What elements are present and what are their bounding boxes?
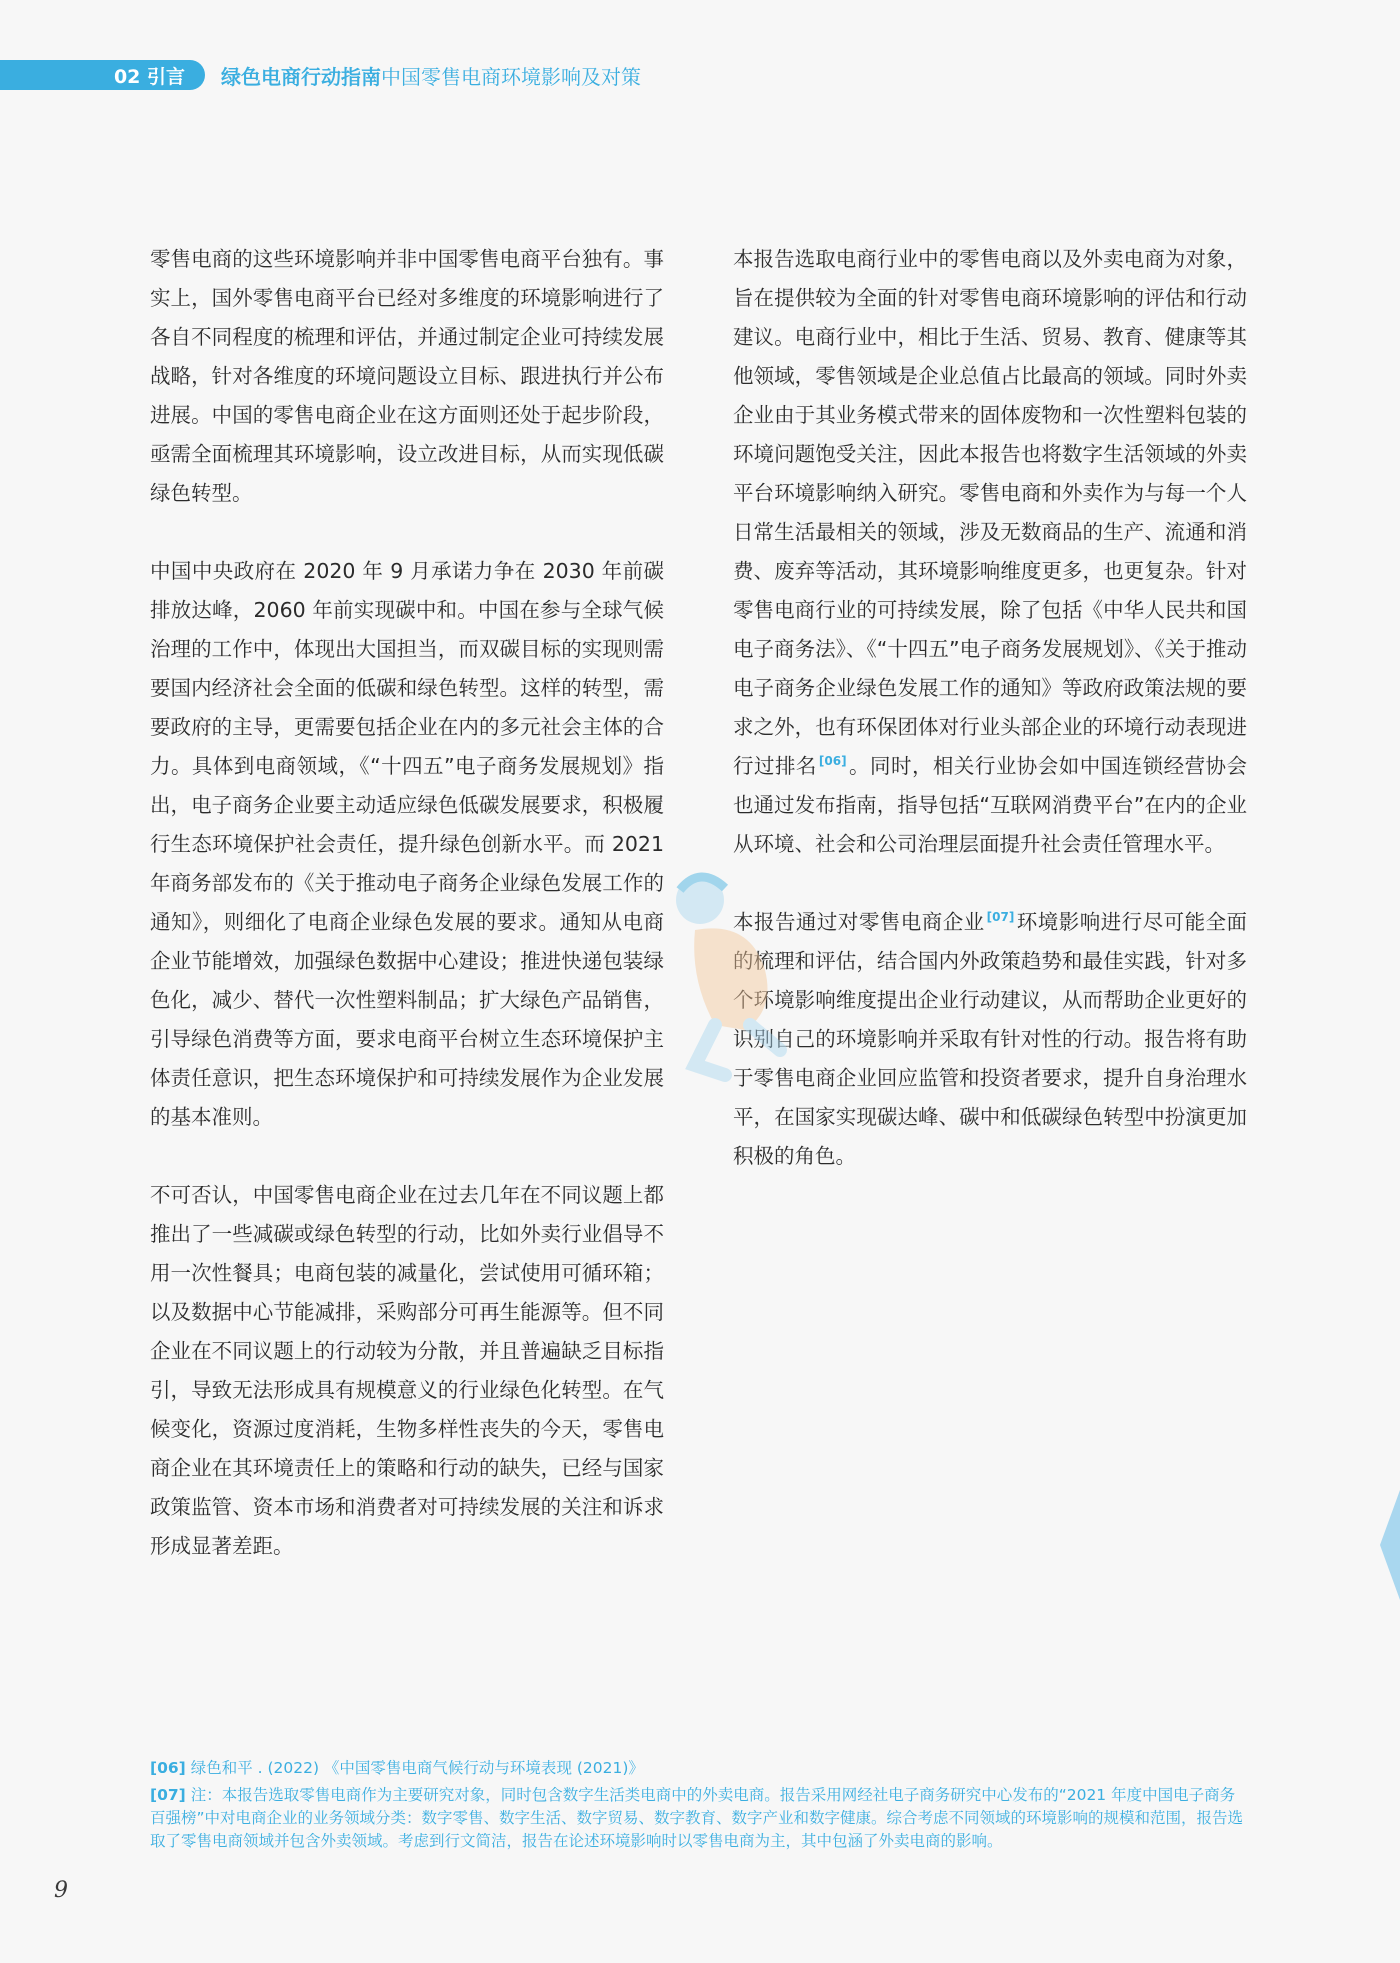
left-column <box>150 240 664 1605</box>
footnote-06 <box>150 1757 1250 1780</box>
paragraph: 零售电商的这些环境影响并非中国零售电商平台独有。事实上，国外零售电商平台已经对多维度的环境影响进行了各自不同程度的梳理和评估，并通过制定企业可持续发展战略，针对各维度的环境问题设立目标、跟进执行并公布进展。中国的零售电商企业在这方面则还处于起步阶段，亟需全面梳理其环境影响，设立改进目标，从而实现低碳绿色转型。 <box>150 247 664 505</box>
running-title-bold: 绿色电商行动指南 <box>221 64 381 89</box>
paragraph: 不可否认，中国零售电商企业在过去几年在不同议题上都推出了一些减碳或绿色转型的行动，比如外卖行业倡导不用一次性餐具；电商包装的减量化，尝试使用可循环箱；以及数据中心节能减排，采购部分可再生能源等。但不同企业在不同议题上的行动较为分散，并且普遍缺乏目标指引，导致无法形成具有规模意义的行业绿色化转型。在气候变化，资源过度消耗，生物多样性丧失的今天，零售电商企业在其环境责任上的策略和行动的缺失，已经与国家政策监管、资本市场和消费者对可持续发展的关注和诉求形成显著差距。 <box>150 1183 664 1558</box>
footnote-07 <box>150 1784 1250 1853</box>
paragraph-text: 本报告选取电商行业中的零售电商以及外卖电商为对象，旨在提供较为全面的针对零售电商环境影响的评估和行动建议。电商行业中，相比于生活、贸易、教育、健康等其他领域，零售领域是企业总值占比最高的领域。同时外卖企业由于其业务模式带来的固体废物和一次性塑料包装的环境问题饱受关注，因此本报告也将数字生活领域的外卖平台环境影响纳入研究。零售电商和外卖作为与每一个人日常生活最相关的领域，涉及无数商品的生产、流通和消费、废弃等活动，其环境影响维度更多，也更复杂。针对零售电商行业的可持续发展，除了包括《中华人民共和国电子商务法》、《“十四五”电子商务发展规划》、《关于推动电子商务企业绿色发展工作的通知》等政府政策法规的要求之外，也有环保团体对行业头部企业的环境行动表现进行过排名 <box>733 247 1247 778</box>
paragraph-text: 。同时，相关行业协会如中国连锁经营协会也通过发布指南，指导包括“互联网消费平台”在内的企业从环境、社会和公司治理层面提升社会责任管理水平。 <box>733 754 1248 856</box>
paragraph: 中国中央政府在 2020 年 9 月承诺力争在 2030 年前碳排放达峰，2060 年前实现碳中和。中国在参与全球气候治理的工作中，体现出大国担当，而双碳目标的实现则需要国内经济社会全面的低碳和绿色转型。这样的转型，需要政府的主导，更需要包括企业在内的多元社会主体的合力。具体到电商领域，《“十四五”电子商务发展规划》指出，电子商务企业要主动适应绿色低碳发展要求，积极履行生态环境保护社会责任，提升绿色创新水平。而 2021 年商务部发布的《关于推动电子商务企业绿色发展工作的通知》，则细化了电商企业绿色发展的要求。通知从电商企业节能增效，加强绿色数据中心建设；推进快递包装绿色化，减少、替代一次性塑料制品；扩大绿色产品销售，引导绿色消费等方面，要求电商平台树立生态环境保护主体责任意识，把生态环境保护和可持续发展作为企业发展的基本准则。 <box>150 559 664 1129</box>
right-column <box>733 240 1247 1215</box>
section-tab <box>0 60 205 90</box>
page-header <box>0 60 900 90</box>
paragraph <box>733 903 1247 1176</box>
footnote-ref-06[interactable]: [06] <box>818 754 847 769</box>
figure-watermark-icon <box>655 860 805 1090</box>
paragraph <box>733 240 1247 864</box>
edge-tab-icon <box>1380 1490 1400 1600</box>
footnote-text: 注：本报告选取零售电商作为主要研究对象，同时包含数字生活类电商中的外卖电商。报告采用网经社电子商务研究中心发布的“2021 年度中国电子商务百强榜”中对电商企业的业务领域分类：数字零售、数字生活、数字贸易、数字教育、数字产业和数字健康。综合考虑不同领域的环境影响的规模和范围，报告选取了零售电商领域并包含外卖领域。考虑到行文简洁，报告在论述环境影响时以零售电商为主，其中包涵了外卖电商的影响。 <box>150 1786 1244 1850</box>
footnote-label: [06] <box>150 1759 186 1777</box>
section-label: 02 引言 <box>113 65 185 88</box>
paragraph-text: 本报告通过对零售电商企业 <box>733 910 985 934</box>
running-title <box>221 61 641 90</box>
running-title-rest: 中国零售电商环境影响及对策 <box>381 64 641 89</box>
footnote-label: [07] <box>150 1786 186 1804</box>
footnote-text: 绿色和平 . (2022) 《中国零售电商气候行动与环境表现 (2021)》 <box>190 1759 644 1777</box>
page-number: 9 <box>54 1878 68 1903</box>
paragraph-text: 环境影响进行尽可能全面的梳理和评估，结合国内外政策趋势和最佳实践，针对多个环境影响维度提出企业行动建议，从而帮助企业更好的识别自己的环境影响并采取有针对性的行动。报告将有助于零售电商企业回应监管和投资者要求，提升自身治理水平，在国家实现碳达峰、碳中和低碳绿色转型中扮演更加积极的角色。 <box>733 910 1248 1168</box>
footnotes <box>150 1757 1250 1857</box>
footnote-ref-07[interactable]: [07] <box>986 910 1015 925</box>
